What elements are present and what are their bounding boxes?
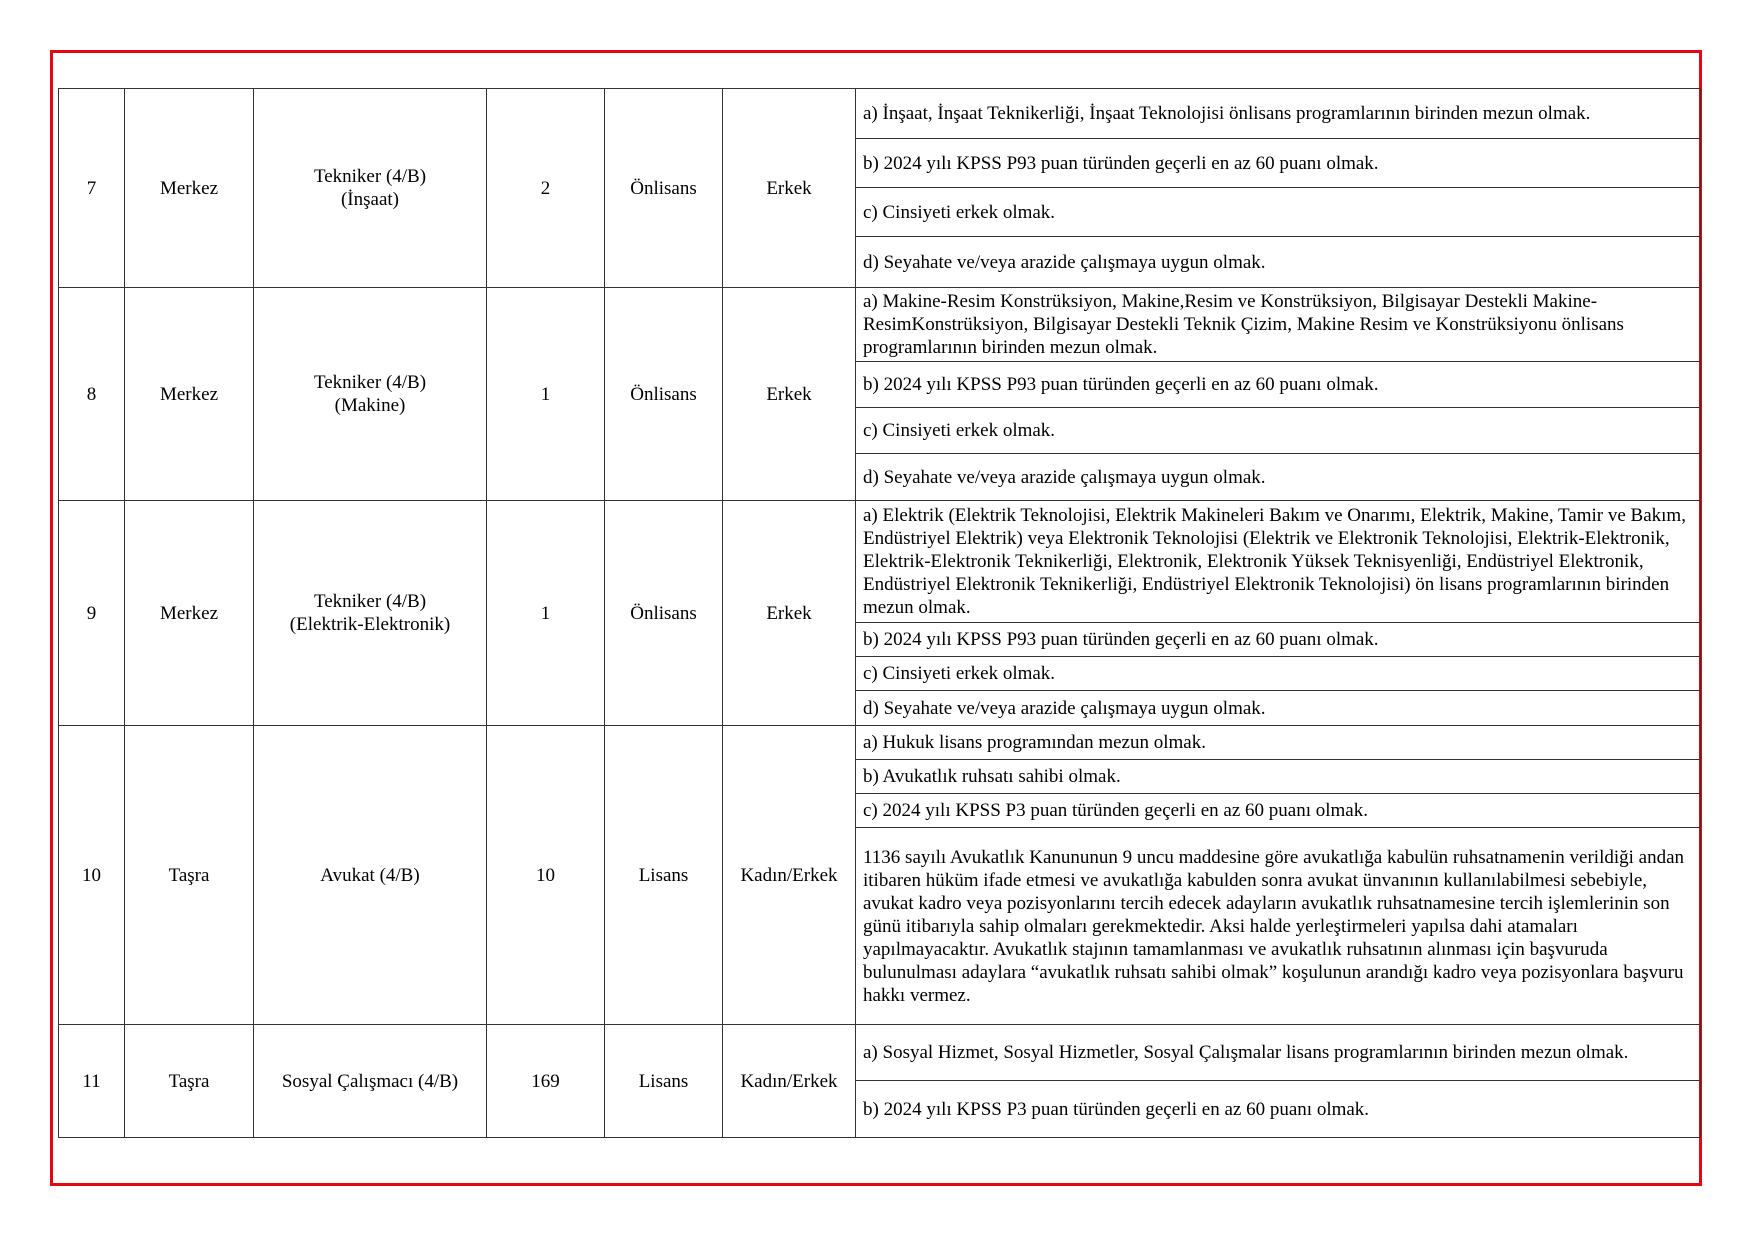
title-line-1: Tekniker (4/B) (313, 591, 427, 612)
gender-cell: Erkek (723, 501, 856, 726)
title-cell (254, 726, 487, 1025)
row-number: 9 (59, 501, 125, 726)
requirements-cell (856, 89, 1701, 288)
location-cell: Merkez (125, 288, 254, 501)
requirement-item: c) Cinsiyeti erkek olmak. (856, 408, 1700, 454)
row-number: 10 (59, 726, 125, 1025)
gender-cell: Kadın/Erkek (723, 726, 856, 1025)
requirement-item: a) Sosyal Hizmet, Sosyal Hizmetler, Sosyal Çalışmalar lisans programlarının birinden mezun olmak. (856, 1025, 1700, 1081)
requirement-item: a) Hukuk lisans programından mezun olmak. (856, 726, 1700, 760)
row-number: 11 (59, 1025, 125, 1138)
title-cell (254, 501, 487, 726)
count-cell: 1 (487, 501, 605, 726)
requirement-item: a) İnşaat, İnşaat Teknikerliği, İnşaat Teknolojisi önlisans programlarının birinden mezun olmak. (856, 89, 1700, 139)
count-cell: 10 (487, 726, 605, 1025)
requirements-cell (856, 501, 1701, 726)
requirement-item: c) Cinsiyeti erkek olmak. (856, 188, 1700, 237)
requirement-note: 1136 sayılı Avukatlık Kanununun 9 uncu maddesine göre avukatlığa kabulün ruhsatnamenin verildiği andan itibaren hüküm ifade etmesi ve avukatlığa kabulden sonra avukat ünvanının kullanılabilmesi sebebiyle, avukat kadro veya pozisyonlarını tercih edecek adayların avukatlık ruhsatnamesine tercih işlemlerinin son günü itibarıyla sahip olmaları gerekmektedir. Aksi halde yerleştirmeleri yapılsa dahi atamaları yapılmayacaktır. Avukatlık stajının tamamlanması ve avukatlık ruhsatının alınması için başvuruda bulunulması adaylara “avukatlık ruhsatı sahibi olmak” koşulunun arandığı kadro veya pozisyonlara başvuru hakkı vermez. (863, 846, 1685, 1006)
gender-cell: Kadın/Erkek (723, 1025, 856, 1138)
title-line-1: Tekniker (4/B) (313, 166, 427, 187)
education-cell: Önlisans (605, 89, 723, 288)
requirements-cell (856, 288, 1701, 501)
requirement-item: a) Makine-Resim Konstrüksiyon, Makine,Resim ve Konstrüksiyon, Bilgisayar Destekli Makine-ResimKonstrüksiyon, Bilgisayar Destekli Teknik Çizim, Makine Resim ve Konstrüksiyonu önlisans programlarının birinden mezun olmak. (856, 288, 1700, 362)
requirements-cell (856, 1025, 1701, 1138)
location-cell: Taşra (125, 1025, 254, 1138)
requirement-item: d) Seyahate ve/veya arazide çalışmaya uygun olmak. (863, 466, 1266, 488)
title-line-1: Avukat (4/B) (320, 864, 420, 886)
count-cell: 169 (487, 1025, 605, 1138)
title-cell (254, 288, 487, 501)
requirement-item: b) 2024 yılı KPSS P93 puan türünden geçerli en az 60 puanı olmak. (856, 139, 1700, 188)
table-row (59, 501, 1701, 726)
location-cell: Merkez (125, 501, 254, 726)
requirement-item: b) Avukatlık ruhsatı sahibi olmak. (856, 760, 1700, 794)
gender-cell: Erkek (723, 89, 856, 288)
title-line-1: Sosyal Çalışmacı (4/B) (281, 1070, 459, 1092)
requirement-item: b) 2024 yılı KPSS P93 puan türünden geçerli en az 60 puanı olmak. (856, 623, 1700, 657)
count-cell: 2 (487, 89, 605, 288)
table-row (59, 89, 1701, 288)
title-line-2: (Elektrik-Elektronik) (289, 614, 451, 635)
requirement-item: c) Cinsiyeti erkek olmak. (856, 657, 1700, 691)
table-row (59, 1025, 1701, 1138)
table-row (59, 726, 1701, 1025)
title-line-1: Tekniker (4/B) (313, 372, 427, 393)
requirements-cell (856, 726, 1701, 1025)
requirement-item: d) Seyahate ve/veya arazide çalışmaya uygun olmak. (863, 251, 1266, 273)
title-line-2: (İnşaat) (340, 189, 400, 210)
gender-cell: Erkek (723, 288, 856, 501)
table-row (59, 288, 1701, 501)
row-number: 8 (59, 288, 125, 501)
education-cell: Önlisans (605, 501, 723, 726)
education-cell: Lisans (605, 726, 723, 1025)
location-cell: Taşra (125, 726, 254, 1025)
count-cell: 1 (487, 288, 605, 501)
education-cell: Lisans (605, 1025, 723, 1138)
requirement-item: b) 2024 yılı KPSS P93 puan türünden geçerli en az 60 puanı olmak. (856, 362, 1700, 408)
requirement-item: a) Elektrik (Elektrik Teknolojisi, Elektrik Makineleri Bakım ve Onarımı, Elektrik, Makine, Tamir ve Bakım, Endüstriyel Elektrik) veya Elektronik Teknolojisi (Elektrik ve Elektronik Teknolojisi, Elektrik-Elektronik, Elektrik-Elektronik Teknikerliği, Elektronik, Elektronik Yüksek Teknisyenliği, Endüstriyel Elektronik, Endüstriyel Elektronik Teknikerliği, Endüstriyel Elektronik Teknolojisi) ön lisans programlarının birinden mezun olmak. (856, 501, 1700, 623)
title-cell (254, 1025, 487, 1138)
requirement-item: c) 2024 yılı KPSS P3 puan türünden geçerli en az 60 puanı olmak. (856, 794, 1700, 828)
education-cell: Önlisans (605, 288, 723, 501)
positions-table (58, 88, 1701, 1138)
title-line-2: (Makine) (334, 395, 406, 416)
title-cell (254, 89, 487, 288)
row-number: 7 (59, 89, 125, 288)
requirement-item: d) Seyahate ve/veya arazide çalışmaya uygun olmak. (863, 697, 1266, 719)
requirement-item: b) 2024 yılı KPSS P3 puan türünden geçerli en az 60 puanı olmak. (863, 1098, 1370, 1120)
location-cell: Merkez (125, 89, 254, 288)
